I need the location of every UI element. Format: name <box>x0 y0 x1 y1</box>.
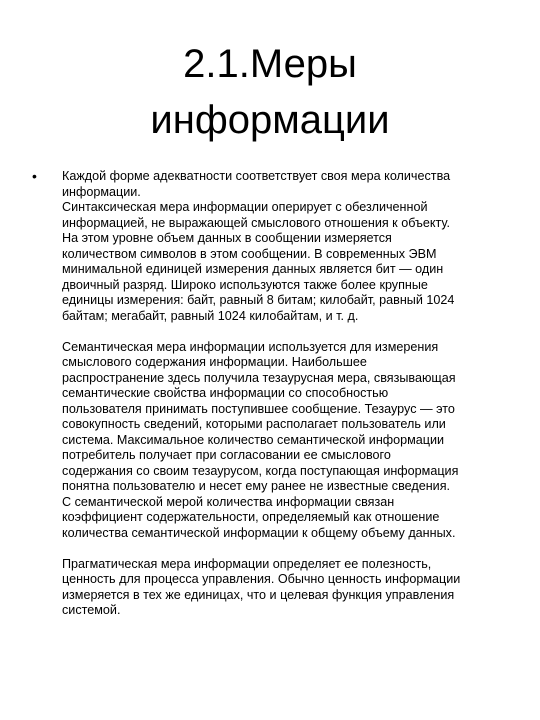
bullet-icon: • <box>32 168 37 184</box>
paragraph-pragmatic-measure: Прагматическая мера информации определяет ее полезность, ценность для процесса управления. Обычно ценность информации измеряется в тех же единицах, что и целевая функция управления системой. <box>62 556 461 617</box>
slide-title-line-1: 2.1.Меры <box>183 42 357 86</box>
slide-title <box>60 36 480 148</box>
slide-title-line-2: информации <box>150 98 390 142</box>
paragraph-syntactic-measure: Каждой форме адекватности соответствует своя мера количества информации. Синтаксическая мера информации оперирует с обезличенной информацией, не выражающей смыслового отношения к объекту. На этом уровне объем данных в сообщении измеряется количеством символов в этом сообщении. В современных ЭВМ минимальной единицей измерения данных является бит — один двоичный разряд. Широко используются также более крупные единицы измерения: байт, равный 8 битам; килобайт, равный 1024 байтам; мегабайт, равный 1024 килобайтам, и т. д. <box>62 169 455 323</box>
paragraph-semantic-measure: Семантическая мера информации используется для измерения смыслового содержания информации. Наибольшее распространение здесь получила тезаурусная мера, связывающая семантические свойства информации со способностью пользователя принимать поступившее сообщение. Тезаурус — это совокупность сведений, которыми располагает пользователь или система. Максимальное количество семантической информации потребитель получает при согласовании ее смыслового содержания со своим тезаурусом, когда поступающая информация понятна пользователю и несет ему ранее не известные сведения. С семантической мерой количества информации связан коэффициент содержательности, определяемый как отношение количества семантической информации к общему объему данных. <box>62 339 459 540</box>
slide-body <box>62 169 512 619</box>
